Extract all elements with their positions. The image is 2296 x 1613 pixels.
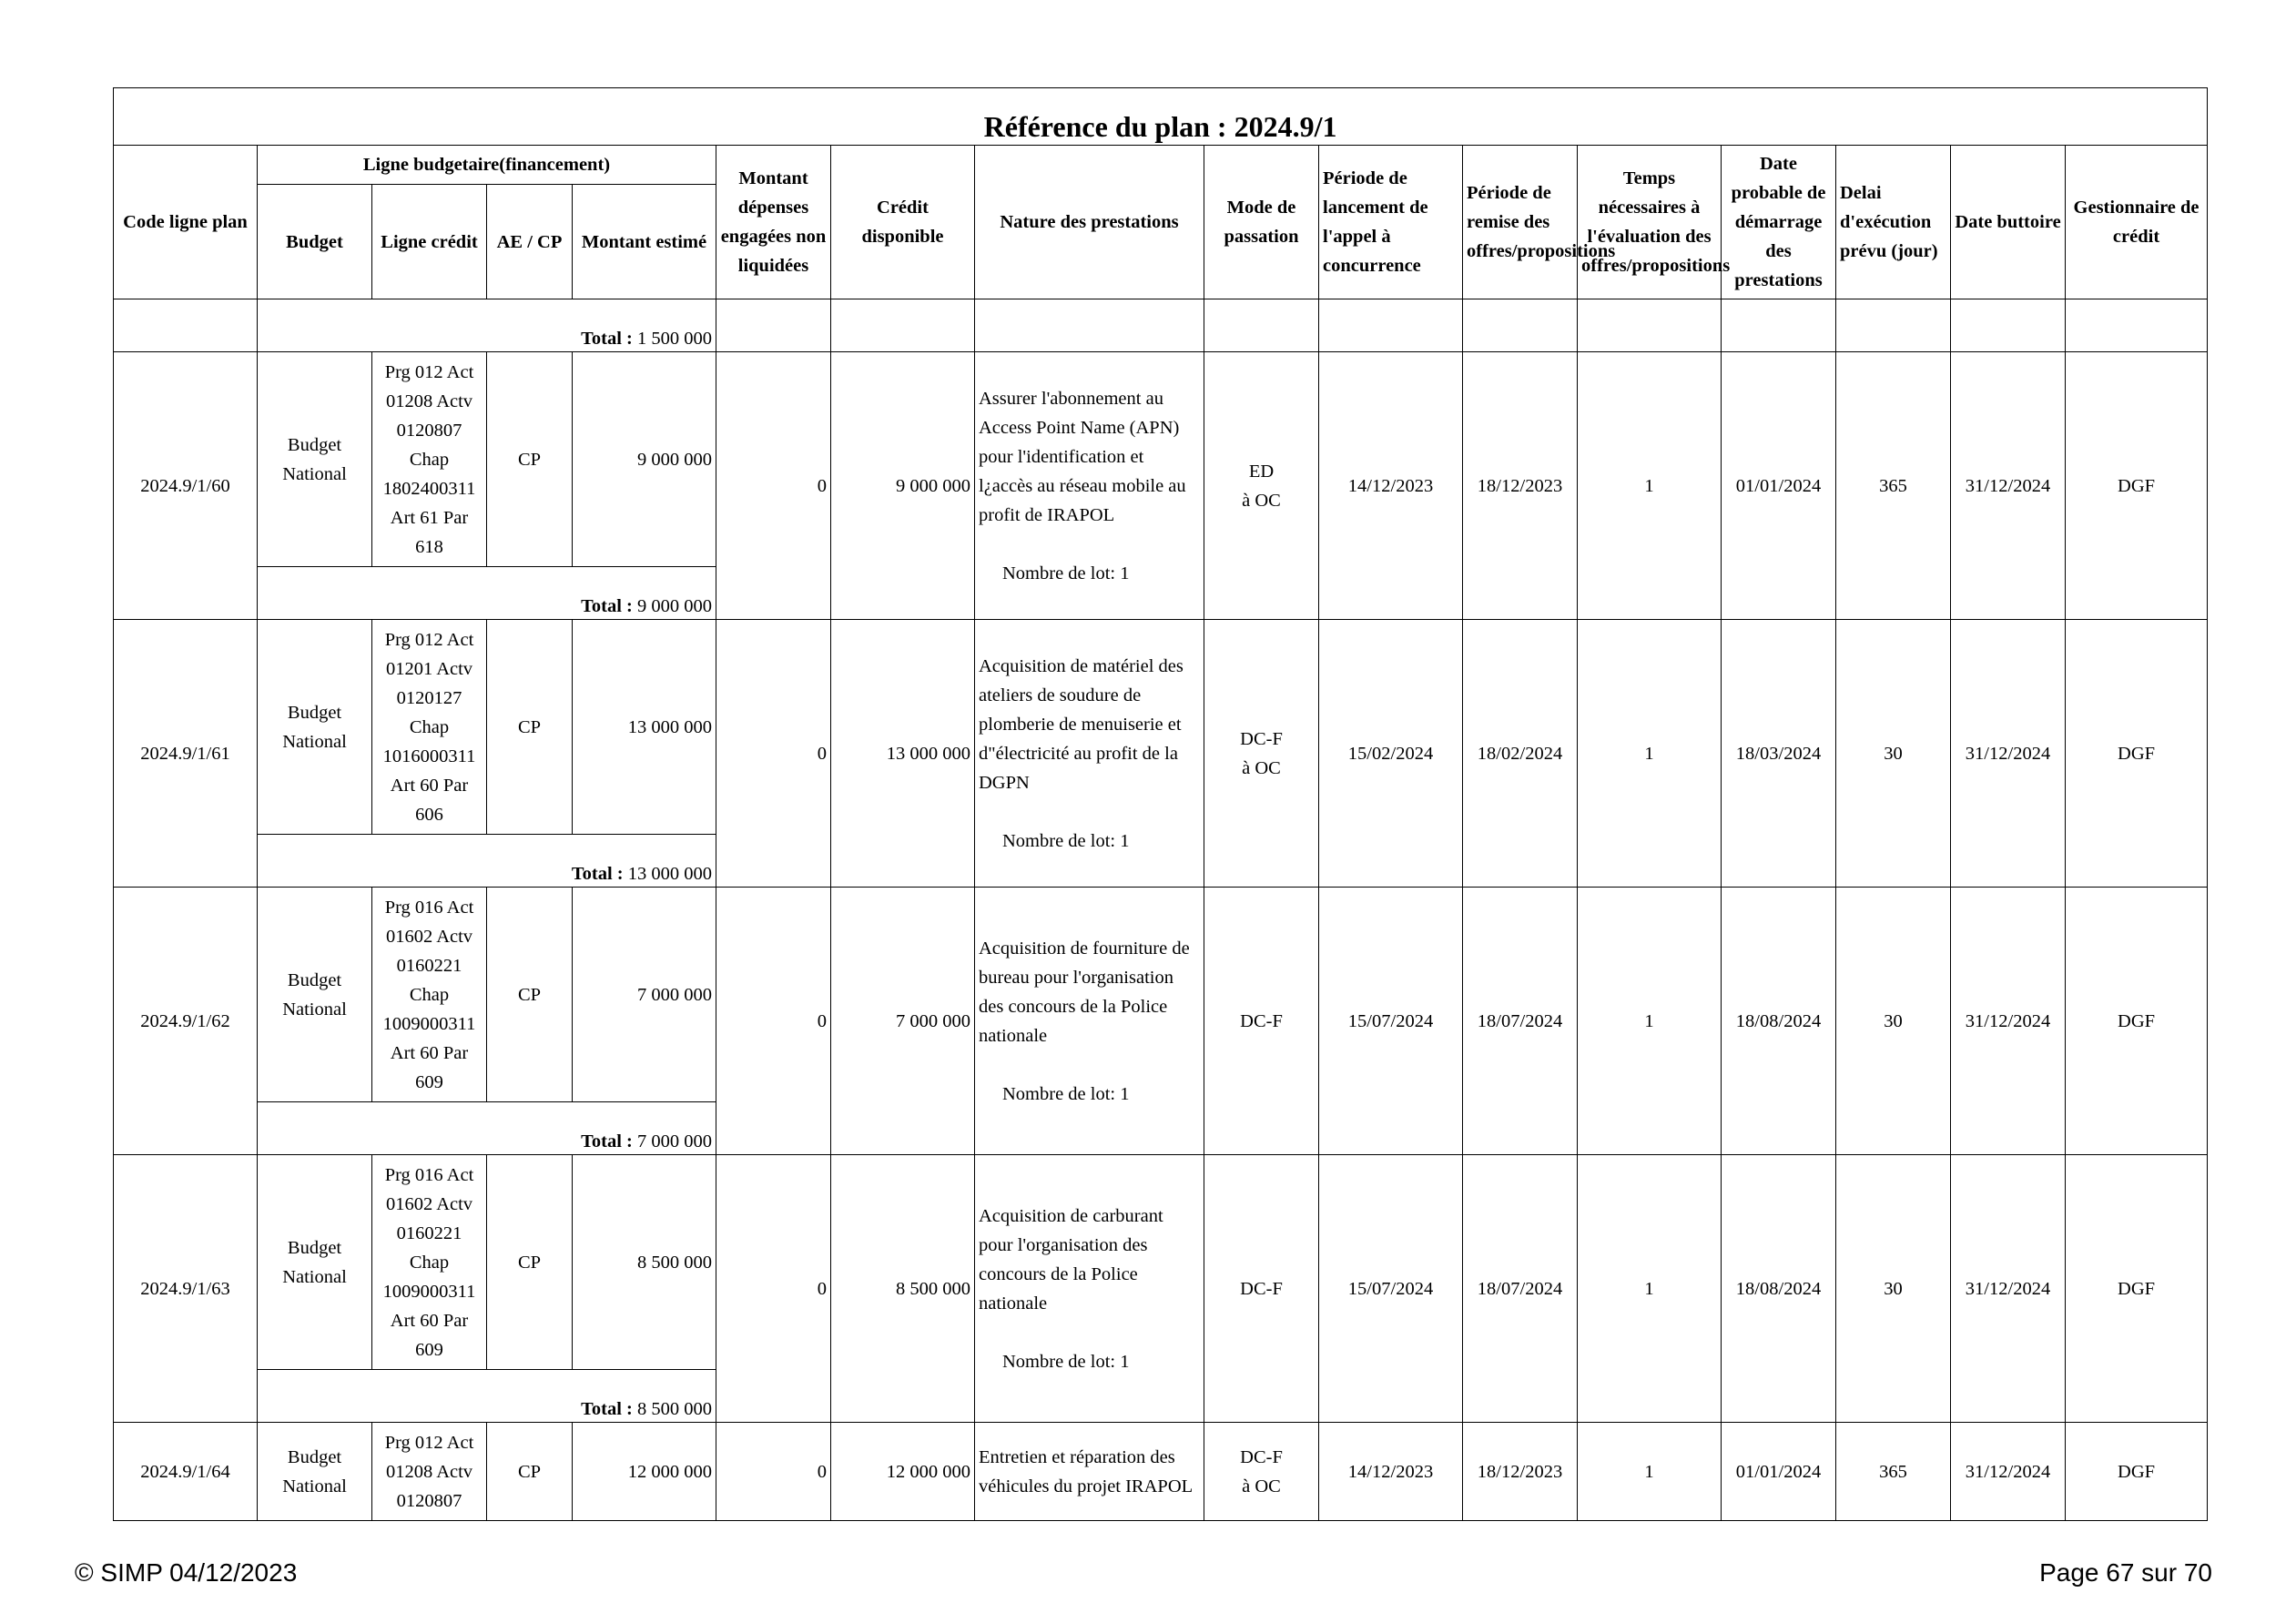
periode-remise-cell: 18/12/2023 (1463, 1423, 1578, 1521)
montant-estime-cell: 8 500 000 (573, 1155, 716, 1370)
footer-copyright: © SIMP 04/12/2023 (75, 1558, 298, 1587)
code-ligne-plan: 2024.9/1/62 (114, 888, 258, 1155)
montant-estime-cell: 13 000 000 (573, 620, 716, 835)
nature-cell (975, 352, 1204, 620)
ae-cp-cell: CP (487, 620, 573, 835)
nature-text: Assurer l'abonnement au Access Point Name (APN) pour l'identification et l¿accès au réseau mobile au profit de IRAPOL (979, 388, 1186, 525)
gestionnaire-cell: DGF (2066, 620, 2208, 888)
header-credit-disponible: Crédit disponible (831, 146, 975, 299)
date-buttoire-cell: 31/12/2024 (1951, 352, 2066, 620)
ae-cp-cell: CP (487, 1155, 573, 1370)
date-demarrage-cell: 18/08/2024 (1722, 1155, 1836, 1423)
ae-cp-cell: CP (487, 1423, 573, 1521)
budget-cell: Budget National (258, 1155, 372, 1370)
footer-page-number: Page 67 sur 70 (2039, 1558, 2212, 1587)
delai-cell: 30 (1836, 888, 1951, 1155)
nature-cell (975, 620, 1204, 888)
lot-count: Nombre de lot: 1 (1002, 1083, 1130, 1104)
mode-passation-cell (1204, 888, 1319, 1155)
delai-cell: 365 (1836, 352, 1951, 620)
nature-cell: Entretien et réparation des véhicules du projet IRAPOL (975, 1423, 1204, 1521)
montant-depenses-cell: 0 (716, 620, 831, 888)
credit-disponible-cell: 9 000 000 (831, 352, 975, 620)
periode-remise-cell: 18/07/2024 (1463, 888, 1578, 1155)
header-ligne-budgetaire: Ligne budgetaire(financement) (258, 146, 716, 185)
mode-passation: DC-F (1240, 728, 1283, 749)
periode-lancement-cell: 15/07/2024 (1319, 888, 1463, 1155)
credit-disponible-cell: 7 000 000 (831, 888, 975, 1155)
row-total-label: Total : (581, 1131, 633, 1151)
header-budget: Budget (258, 185, 372, 299)
ae-cp-cell: CP (487, 888, 573, 1102)
gestionnaire-cell: DGF (2066, 1155, 2208, 1423)
row-total (258, 1370, 716, 1423)
gestionnaire-cell: DGF (2066, 1423, 2208, 1521)
mode-passation-sub: à OC (1242, 490, 1281, 511)
budget-cell: Budget National (258, 352, 372, 567)
code-ligne-plan: 2024.9/1/60 (114, 352, 258, 620)
montant-depenses-cell: 0 (716, 1423, 831, 1521)
header-montant-depenses: Montant dépenses engagées non liquidées (716, 146, 831, 299)
temps-cell: 1 (1578, 352, 1722, 620)
date-demarrage-cell: 01/01/2024 (1722, 1423, 1836, 1521)
temps-cell: 1 (1578, 1155, 1722, 1423)
mode-passation-cell (1204, 1155, 1319, 1423)
nature-cell (975, 888, 1204, 1155)
date-demarrage-cell: 18/08/2024 (1722, 888, 1836, 1155)
montant-estime-cell: 9 000 000 (573, 352, 716, 567)
code-ligne-plan: 2024.9/1/64 (114, 1423, 258, 1521)
gestionnaire-cell: DGF (2066, 888, 2208, 1155)
temps-cell: 1 (1578, 1423, 1722, 1521)
mode-passation-sub: à OC (1242, 757, 1281, 778)
row-total-value: 7 000 000 (637, 1131, 712, 1151)
mode-passation: DC-F (1240, 1010, 1283, 1031)
row-total (258, 567, 716, 620)
montant-depenses-cell: 0 (716, 888, 831, 1155)
header-gestionnaire: Gestionnaire de crédit (2066, 146, 2208, 299)
code-ligne-plan: 2024.9/1/61 (114, 620, 258, 888)
ae-cp-cell: CP (487, 352, 573, 567)
mode-passation: DC-F (1240, 1278, 1283, 1299)
date-demarrage-cell: 18/03/2024 (1722, 620, 1836, 888)
lot-count: Nombre de lot: 1 (1002, 563, 1130, 583)
montant-depenses-cell: 0 (716, 352, 831, 620)
row-total-value: 8 500 000 (637, 1399, 712, 1419)
montant-depenses-cell: 0 (716, 1155, 831, 1423)
row-total (258, 835, 716, 888)
date-demarrage-cell: 01/01/2024 (1722, 352, 1836, 620)
plan-table (113, 87, 2208, 1521)
periode-lancement-cell: 14/12/2023 (1319, 1423, 1463, 1521)
delai-cell: 365 (1836, 1423, 1951, 1521)
carry-total: Total : 1 500 000 (258, 299, 716, 352)
credit-disponible-cell: 13 000 000 (831, 620, 975, 888)
lot-count: Nombre de lot: 1 (1002, 830, 1130, 851)
temps-cell: 1 (1578, 888, 1722, 1155)
mode-passation-sub: à OC (1242, 1476, 1281, 1496)
budget-cell: Budget National (258, 620, 372, 835)
gestionnaire-cell: DGF (2066, 352, 2208, 620)
delai-cell: 30 (1836, 620, 1951, 888)
plan-title: Référence du plan : 2024.9/1 (114, 88, 2208, 146)
ligne-credit-cell: Prg 016 Act 01602 Actv 0160221 Chap 1009000311 Art 60 Par 609 (372, 1155, 487, 1370)
row-total-label: Total : (581, 1399, 633, 1419)
ligne-credit-cell: Prg 012 Act 01208 Actv 0120807 (372, 1423, 487, 1521)
date-buttoire-cell: 31/12/2024 (1951, 888, 2066, 1155)
mode-passation: ED (1248, 461, 1275, 482)
delai-cell: 30 (1836, 1155, 1951, 1423)
table-row (114, 1423, 2208, 1521)
temps-cell: 1 (1578, 620, 1722, 888)
mode-passation-cell (1204, 620, 1319, 888)
mode-passation-cell (1204, 352, 1319, 620)
header-delai: Delai d'exécution prévu (jour) (1836, 146, 1951, 299)
code-ligne-plan: 2024.9/1/63 (114, 1155, 258, 1423)
ligne-credit-cell: Prg 012 Act 01208 Actv 0120807 Chap 1802400311 Art 61 Par 618 (372, 352, 487, 567)
table-row (114, 620, 2208, 835)
periode-remise-cell: 18/02/2024 (1463, 620, 1578, 888)
row-total-label: Total : (581, 596, 633, 616)
montant-estime-cell: 12 000 000 (573, 1423, 716, 1521)
table-row (114, 352, 2208, 567)
periode-remise-cell: 18/12/2023 (1463, 352, 1578, 620)
date-buttoire-cell: 31/12/2024 (1951, 620, 2066, 888)
lot-count: Nombre de lot: 1 (1002, 1351, 1130, 1372)
header-nature: Nature des prestations (975, 146, 1204, 299)
header-date-demarrage: Date probable de démarrage des prestations (1722, 146, 1836, 299)
periode-remise-cell: 18/07/2024 (1463, 1155, 1578, 1423)
date-buttoire-cell: 31/12/2024 (1951, 1423, 2066, 1521)
row-total (258, 1102, 716, 1155)
nature-text: Acquisition de matériel des ateliers de soudure de plomberie de menuiserie et d"électricité au profit de la DGPN (979, 655, 1184, 793)
ligne-credit-cell: Prg 012 Act 01201 Actv 0120127 Chap 1016000311 Art 60 Par 606 (372, 620, 487, 835)
table-row (114, 1155, 2208, 1370)
header-mode: Mode de passation (1204, 146, 1319, 299)
header-periode-remise: Période de remise des offres/propositions (1463, 146, 1578, 299)
mode-passation-cell (1204, 1423, 1319, 1521)
mode-passation: DC-F (1240, 1446, 1283, 1467)
ligne-credit-cell: Prg 016 Act 01602 Actv 0160221 Chap 1009000311 Art 60 Par 609 (372, 888, 487, 1102)
header-montant-estime: Montant estimé (573, 185, 716, 299)
periode-lancement-cell: 15/07/2024 (1319, 1155, 1463, 1423)
row-total-value: 13 000 000 (627, 864, 712, 884)
montant-estime-cell: 7 000 000 (573, 888, 716, 1102)
date-buttoire-cell: 31/12/2024 (1951, 1155, 2066, 1423)
nature-text: Acquisition de fourniture de bureau pour l'organisation des concours de la Police nationale (979, 938, 1190, 1046)
periode-lancement-cell: 14/12/2023 (1319, 352, 1463, 620)
budget-cell: Budget National (258, 888, 372, 1102)
nature-text: Acquisition de carburant pour l'organisation des concours de la Police nationale (979, 1205, 1163, 1314)
header-code: Code ligne plan (114, 146, 258, 299)
header-periode-lancement: Période de lancement de l'appel à concurrence (1319, 146, 1463, 299)
nature-cell (975, 1155, 1204, 1423)
header-date-buttoire: Date buttoire (1951, 146, 2066, 299)
carry-total-row (114, 299, 2208, 352)
header-ae-cp: AE / CP (487, 185, 573, 299)
header-ligne-credit: Ligne crédit (372, 185, 487, 299)
periode-lancement-cell: 15/02/2024 (1319, 620, 1463, 888)
credit-disponible-cell: 8 500 000 (831, 1155, 975, 1423)
row-total-value: 9 000 000 (637, 596, 712, 616)
budget-cell: Budget National (258, 1423, 372, 1521)
header-temps: Temps nécessaires à l'évaluation des offres/propositions (1578, 146, 1722, 299)
table-row (114, 888, 2208, 1102)
credit-disponible-cell: 12 000 000 (831, 1423, 975, 1521)
row-total-label: Total : (571, 864, 624, 884)
